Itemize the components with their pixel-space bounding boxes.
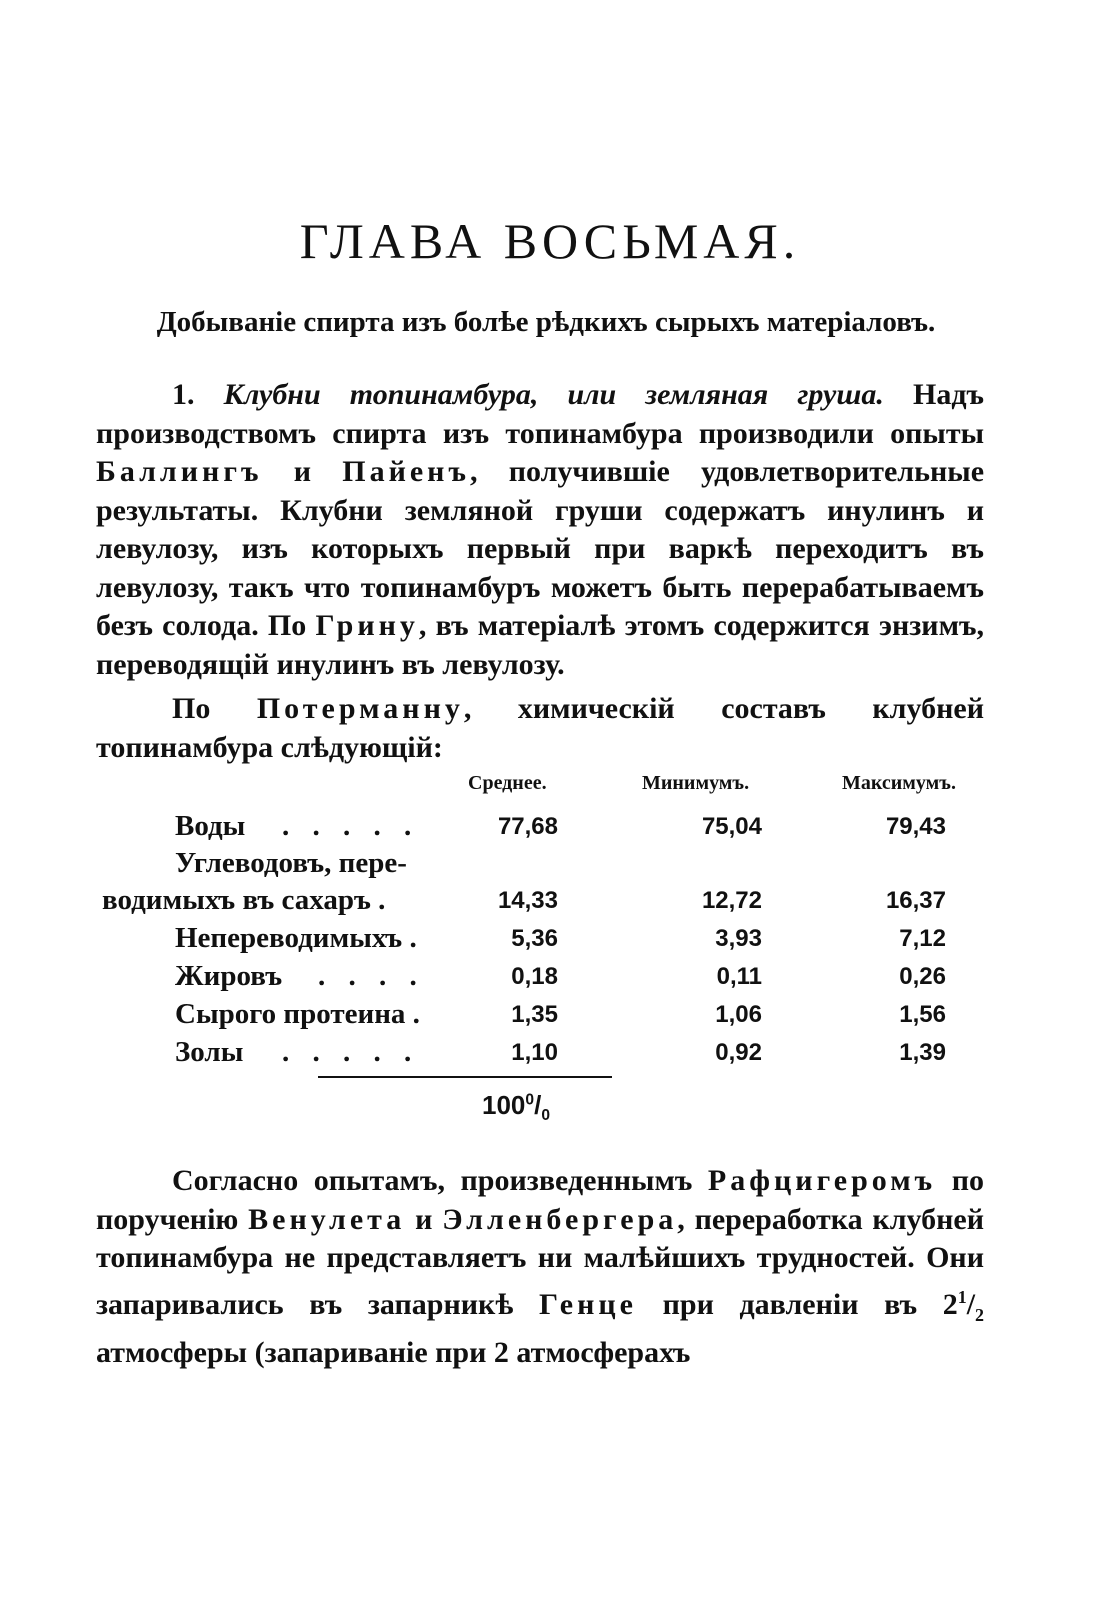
chapter-title: ГЛАВА ВОСЬМАЯ. xyxy=(299,213,801,269)
table-row xyxy=(0,810,1100,848)
item-number: 1. xyxy=(172,378,195,411)
table-row xyxy=(0,884,1100,922)
author-name: Грину xyxy=(315,609,419,642)
author-name: Венулета xyxy=(248,1202,406,1236)
value-maximum: 1,39 xyxy=(899,1039,946,1066)
text-run: и xyxy=(293,455,311,488)
text-run: , получившіе удовлетворительные результаты. Клубни земляной груши содержатъ инулинъ и левулозу, изъ которыхъ первый при варкѣ переходитъ въ левулозу, такъ что топинамбуръ можетъ быть перерабатываемъ безъ солода. По xyxy=(96,455,985,642)
leader-dots: . . . . . xyxy=(282,810,420,842)
value-average: 77,68 xyxy=(497,813,558,840)
value-minimum: 0,92 xyxy=(715,1039,762,1066)
text-run: , химическій составъ клубней топинамбура слѣдующій: xyxy=(96,692,984,764)
percent-sign-top: 0 xyxy=(525,1091,535,1109)
author-name: Пайенъ xyxy=(342,455,470,488)
value-average: 14,33 xyxy=(497,887,558,914)
text-run: Согласно опытамъ, произведеннымъ xyxy=(172,1164,693,1197)
text-run: при давленіи въ xyxy=(662,1287,918,1321)
item-heading: Клубни топинамбура, или земляная груша. xyxy=(223,378,884,411)
author-name: Элленбергера xyxy=(442,1202,678,1236)
paragraph-topinambur-intro xyxy=(96,376,984,684)
paragraph-processing: Согласно опытамъ, произведеннымъ Рафцигеромъ по порученію Венулета и Элленбергера, переработка клубней топинамбура не представляетъ ни малѣйшихъ трудностей. Они запаривались въ запарникѣ Генце при давленіи въ $2^1/_2$ атмосферы (запариваніе при 2 атмосферахъ xyxy=(96,1164,985,1369)
chapter-subtitle: Добываніе спирта изъ болѣе рѣдкихъ сырыхъ матеріаловъ. xyxy=(156,306,936,338)
row-label: Сырого протеина . xyxy=(175,998,420,1030)
value-average: 1,10 xyxy=(511,1039,558,1066)
value-maximum: 1,56 xyxy=(899,1001,946,1028)
author-name: Генце xyxy=(538,1287,637,1321)
row-label: Жировъ xyxy=(175,960,283,992)
leader-dots: . . . . xyxy=(318,960,425,992)
text-run: Надъ производствомъ спирта изъ топинамбура производили опыты xyxy=(96,378,985,450)
value-average: 5,36 xyxy=(511,925,558,952)
value-average: 1,35 xyxy=(511,1001,558,1028)
fraction-numerator: 1 xyxy=(957,1286,967,1307)
value-minimum: 12,72 xyxy=(701,887,762,914)
table-row xyxy=(0,1036,1100,1074)
row-label: Золы xyxy=(175,1036,244,1068)
fraction-denominator: 2 xyxy=(975,1304,985,1325)
author-name: Рафцигеромъ xyxy=(707,1164,937,1197)
author-name: Потерманну xyxy=(256,692,464,725)
value-minimum: 3,93 xyxy=(715,925,762,952)
table-total: $100^0/_0$ xyxy=(482,1090,550,1125)
text-run: и xyxy=(415,1202,433,1236)
value-minimum: 75,04 xyxy=(701,813,762,840)
text-run: , переработка клубней топинамбура не представляетъ ни малѣйшихъ трудностей. Они запаривались въ запарникѣ xyxy=(96,1202,985,1321)
column-header-average: Среднее. xyxy=(468,772,547,794)
value-average: 0,18 xyxy=(511,963,558,990)
percent-sign-bottom: 0 xyxy=(541,1107,550,1125)
row-label: Непереводимыхъ . xyxy=(175,922,417,954)
leader-dots: . . . . . xyxy=(282,1036,420,1068)
value-minimum: 1,06 xyxy=(715,1001,762,1028)
text-run: По xyxy=(172,692,211,725)
value-maximum: 16,37 xyxy=(885,887,946,914)
fraction-whole: 2 xyxy=(942,1287,958,1321)
column-header-minimum: Минимумъ. xyxy=(642,772,750,794)
author-name: Баллингъ xyxy=(96,455,263,488)
paragraph-composition-intro xyxy=(96,690,984,767)
row-label: водимыхъ въ сахаръ . xyxy=(102,884,386,916)
table-row xyxy=(0,922,1100,960)
value-maximum: 79,43 xyxy=(885,813,946,840)
row-label: Воды xyxy=(175,810,246,842)
value-maximum: 7,12 xyxy=(899,925,946,952)
text-run: по порученію xyxy=(96,1164,984,1236)
sum-rule xyxy=(318,1076,612,1078)
total-value: 100 xyxy=(482,1090,526,1120)
text-run: , въ матеріалѣ этомъ содержится энзимъ, переводящій инулинъ въ левулозу. xyxy=(96,609,984,681)
value-maximum: 0,26 xyxy=(899,963,946,990)
row-label: Углеводовъ, пере- xyxy=(175,847,407,879)
table-row xyxy=(0,847,1100,885)
column-header-maximum: Максимумъ. xyxy=(842,772,956,794)
text-run: атмосферы (запариваніе при 2 атмосферахъ xyxy=(96,1336,691,1369)
table-row xyxy=(0,960,1100,998)
table-row xyxy=(0,998,1100,1036)
value-minimum: 0,11 xyxy=(716,963,762,990)
